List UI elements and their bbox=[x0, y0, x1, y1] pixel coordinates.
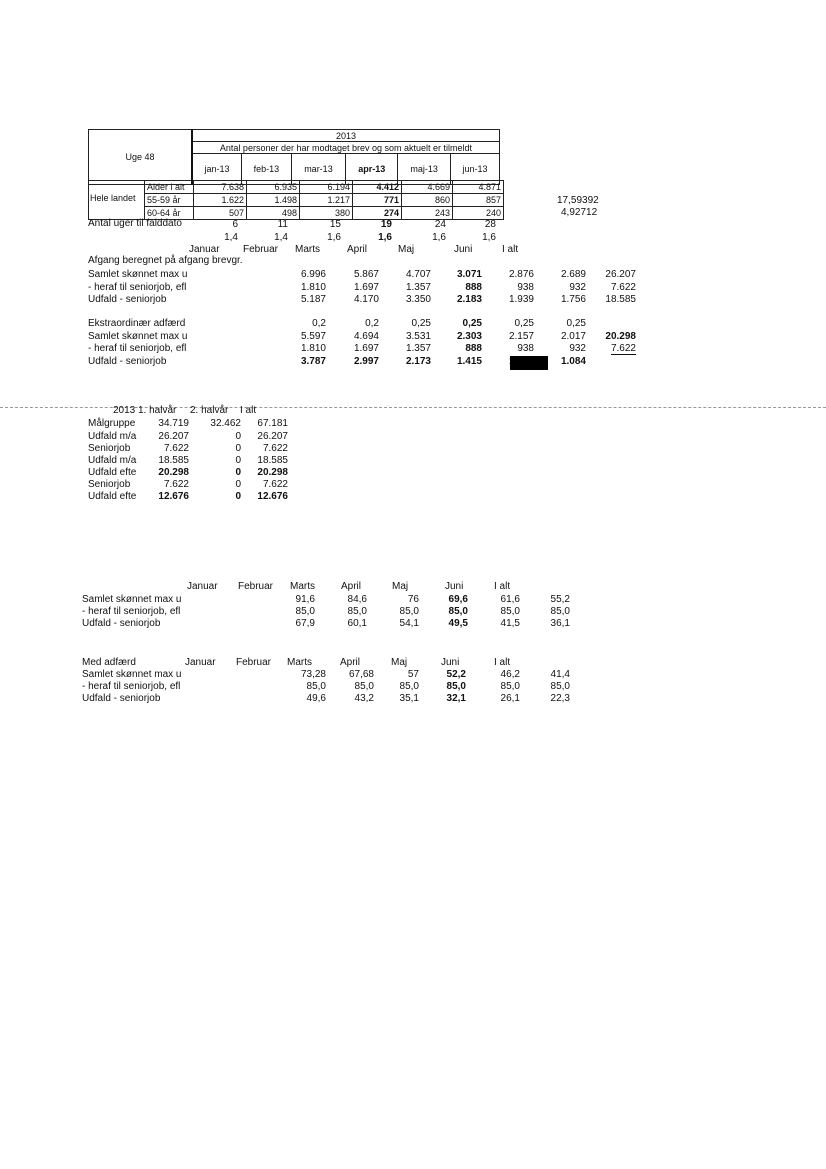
value-cell: 4.707 bbox=[405, 269, 431, 280]
value-cell: 1.415 bbox=[456, 356, 482, 367]
table-cell: 7.638 bbox=[194, 181, 247, 194]
value-cell: 3.531 bbox=[405, 331, 431, 342]
value-cell: 7.622 bbox=[262, 479, 288, 490]
pct2-title: Med adfærd bbox=[82, 657, 136, 668]
row-label: Udfald efte bbox=[88, 467, 137, 478]
half-year-row bbox=[88, 455, 298, 467]
table-cell: 243 bbox=[402, 207, 453, 220]
value-cell: 5.187 bbox=[300, 294, 326, 305]
value-cell: 85,0 bbox=[550, 681, 570, 692]
half-year-row bbox=[88, 479, 298, 491]
row-label: Udfald m/a bbox=[88, 431, 137, 442]
value-cell: 2.876 bbox=[508, 269, 534, 280]
month-header: apr-13 bbox=[346, 154, 398, 185]
pct1-row bbox=[82, 594, 570, 606]
value-cell: 1.697 bbox=[353, 343, 379, 354]
value-cell: 2.017 bbox=[560, 331, 586, 342]
value-cell: 3.071 bbox=[456, 269, 482, 280]
value-cell: 34.719 bbox=[158, 418, 189, 429]
table-cell: 380 bbox=[300, 207, 353, 220]
col-header: April bbox=[347, 244, 368, 255]
month-header: jun-13 bbox=[451, 154, 500, 185]
section1-row bbox=[88, 294, 636, 306]
col-header: Maj bbox=[391, 657, 408, 668]
col-header: 2013 bbox=[113, 405, 136, 416]
table-cell: 4.871 bbox=[453, 181, 504, 194]
value-cell: 73,28 bbox=[300, 669, 326, 680]
value-cell: 26.207 bbox=[158, 431, 189, 442]
value-cell: 85,0 bbox=[295, 606, 315, 617]
value-cell: 6.996 bbox=[300, 269, 326, 280]
pct1-row bbox=[82, 606, 570, 618]
value-cell: 7.622 bbox=[163, 443, 189, 454]
half-year-row bbox=[88, 418, 298, 430]
section2-row bbox=[88, 343, 636, 355]
group-label: Hele landet bbox=[90, 193, 136, 203]
value-cell: 22,3 bbox=[550, 693, 570, 704]
row-label: 55-59 år bbox=[145, 194, 194, 207]
weeks-value: 11 bbox=[277, 219, 288, 230]
table-cell: 860 bbox=[402, 194, 453, 207]
value-cell: 7.622 bbox=[163, 479, 189, 490]
row-label: Udfald efte bbox=[88, 491, 137, 502]
value-cell: 41,5 bbox=[500, 618, 520, 629]
col-header: I alt bbox=[494, 657, 511, 668]
row-label: Udfald m/a bbox=[88, 455, 137, 466]
week-label: Uge 48 bbox=[89, 130, 193, 185]
row-label: Udfald - seniorjob bbox=[82, 693, 161, 704]
table-cell: 6.935 bbox=[247, 181, 300, 194]
table-cell: 274 bbox=[353, 207, 402, 220]
table-cell: 507 bbox=[194, 207, 247, 220]
weeks-value: 19 bbox=[380, 219, 392, 230]
redaction-block bbox=[510, 356, 548, 370]
row-label: Samlet skønnet max u bbox=[82, 669, 182, 680]
value-cell: 0,2 bbox=[365, 318, 379, 329]
ratio-values bbox=[0, 232, 826, 244]
col-header: Januar bbox=[185, 657, 216, 668]
row-label: Udfald - seniorjob bbox=[88, 294, 167, 305]
top-table-rows bbox=[144, 180, 504, 220]
value-cell: 0,25 bbox=[411, 318, 431, 329]
pct1-headers bbox=[0, 581, 826, 593]
value-cell: 0 bbox=[235, 491, 241, 502]
month-header: feb-13 bbox=[242, 154, 292, 185]
weeks-value: 24 bbox=[434, 219, 446, 230]
value-cell: 85,0 bbox=[500, 681, 520, 692]
value-cell: 1.810 bbox=[300, 343, 326, 354]
value-cell: 76 bbox=[407, 594, 419, 605]
value-cell: 0,25 bbox=[514, 318, 534, 329]
value-cell: 32.462 bbox=[210, 418, 241, 429]
value-cell: 60,1 bbox=[347, 618, 367, 629]
value-cell: 1.810 bbox=[300, 282, 326, 293]
value-cell: 20.298 bbox=[158, 467, 189, 478]
value-cell: 1.084 bbox=[560, 356, 586, 367]
value-cell: 7.622 bbox=[262, 443, 288, 454]
table-cell: 240 bbox=[453, 207, 504, 220]
half-year-headers bbox=[0, 405, 826, 417]
value-cell: 32,1 bbox=[446, 693, 466, 704]
value-cell: 26.207 bbox=[605, 269, 636, 280]
value-cell: 1.357 bbox=[405, 282, 431, 293]
ratio-value: 1,6 bbox=[327, 232, 341, 243]
value-cell: 2.157 bbox=[508, 331, 534, 342]
col-header: Juni bbox=[445, 581, 464, 592]
value-cell: 49,5 bbox=[448, 618, 468, 629]
value-cell: 1.939 bbox=[508, 294, 534, 305]
col-header: Februar bbox=[238, 581, 274, 592]
row-label: 60-64 år bbox=[145, 207, 194, 220]
value-cell: 18.585 bbox=[605, 294, 636, 305]
group-box bbox=[88, 180, 145, 220]
value-cell: 2.173 bbox=[405, 356, 431, 367]
col-header: Januar bbox=[187, 581, 218, 592]
half-year-row bbox=[88, 443, 298, 455]
value-cell: 91,6 bbox=[295, 594, 315, 605]
col-header: Februar bbox=[236, 657, 272, 668]
value-cell: 85,0 bbox=[500, 606, 520, 617]
section2-row bbox=[88, 331, 636, 343]
value-cell: 2.183 bbox=[456, 294, 482, 305]
table-cell: 4.669 bbox=[402, 181, 453, 194]
value-cell: 41,4 bbox=[550, 669, 570, 680]
pct2-row bbox=[82, 681, 570, 693]
row-label: Udfald - seniorjob bbox=[82, 618, 161, 629]
half-year-row bbox=[88, 491, 298, 503]
value-cell: 12.676 bbox=[158, 491, 189, 502]
side-value: 4,92712 bbox=[561, 207, 598, 218]
row-label: Seniorjob bbox=[88, 443, 131, 454]
value-cell: 7.622 bbox=[610, 343, 636, 354]
table-cell: 1.498 bbox=[247, 194, 300, 207]
table-cell: 1.217 bbox=[300, 194, 353, 207]
value-cell: 0 bbox=[235, 443, 241, 454]
value-cell: 35,1 bbox=[399, 693, 419, 704]
row-label: - heraf til seniorjob, efl bbox=[82, 606, 181, 617]
row-label: Alder i alt bbox=[145, 181, 194, 194]
col-header: I alt bbox=[494, 581, 511, 592]
row-label: Samlet skønnet max u bbox=[88, 269, 188, 280]
weeks-value: 6 bbox=[232, 219, 238, 230]
ratio-value: 1,4 bbox=[274, 232, 288, 243]
value-cell: 5.867 bbox=[353, 269, 379, 280]
value-cell: 18.585 bbox=[257, 455, 288, 466]
row-label: Målgruppe bbox=[88, 418, 136, 429]
year-header: 2013 bbox=[192, 130, 500, 142]
value-cell: 55,2 bbox=[550, 594, 570, 605]
value-cell: 0 bbox=[235, 467, 241, 478]
table-cell: 6.194 bbox=[300, 181, 353, 194]
value-cell: 0 bbox=[235, 455, 241, 466]
value-cell: 938 bbox=[517, 343, 534, 354]
pct2-headers bbox=[0, 657, 826, 669]
value-cell: 69,6 bbox=[448, 594, 468, 605]
value-cell: 0,25 bbox=[462, 318, 482, 329]
value-cell: 1.357 bbox=[405, 343, 431, 354]
col-header: Maj bbox=[398, 244, 415, 255]
section1-title: Afgang beregnet på afgang brevgr. bbox=[88, 255, 243, 266]
value-cell: 12.676 bbox=[257, 491, 288, 502]
pct2-row bbox=[82, 693, 570, 705]
col-header: 2. halvår bbox=[190, 405, 229, 416]
section2-row bbox=[88, 356, 586, 368]
col-header: Marts bbox=[290, 581, 315, 592]
value-cell: 0,25 bbox=[566, 318, 586, 329]
value-cell: 26.207 bbox=[257, 431, 288, 442]
pct2-row bbox=[82, 669, 570, 681]
col-header: Marts bbox=[287, 657, 312, 668]
month-header: jan-13 bbox=[192, 154, 242, 185]
value-cell: 52,2 bbox=[446, 669, 466, 680]
half-year-row bbox=[88, 467, 298, 479]
value-cell: 84,6 bbox=[347, 594, 367, 605]
col-header: Marts bbox=[295, 244, 320, 255]
value-cell: 57 bbox=[407, 669, 419, 680]
value-cell: 1.756 bbox=[560, 294, 586, 305]
weeks-value: 28 bbox=[484, 219, 496, 230]
col-header: April bbox=[340, 657, 361, 668]
value-cell: 85,0 bbox=[550, 606, 570, 617]
side-value: 17,59392 bbox=[557, 195, 599, 206]
value-cell: 20.298 bbox=[257, 467, 288, 478]
value-cell: 85,0 bbox=[354, 681, 374, 692]
value-cell: 43,2 bbox=[354, 693, 374, 704]
value-cell: 85,0 bbox=[446, 681, 466, 692]
value-cell: 3.787 bbox=[300, 356, 326, 367]
value-cell: 18.585 bbox=[158, 455, 189, 466]
row-label: Udfald - seniorjob bbox=[88, 356, 167, 367]
col-header: April bbox=[341, 581, 362, 592]
value-cell: 36,1 bbox=[550, 618, 570, 629]
weeks-value: 15 bbox=[329, 219, 341, 230]
value-cell: 61,6 bbox=[500, 594, 520, 605]
col-header: Februar bbox=[243, 244, 279, 255]
weeks-label: Antal uger til falddato bbox=[88, 218, 182, 229]
row-label: Ekstraordinær adfærd bbox=[88, 318, 186, 329]
table-cell: 1.622 bbox=[194, 194, 247, 207]
value-cell: 932 bbox=[569, 282, 586, 293]
ratio-value: 1,6 bbox=[432, 232, 446, 243]
value-cell: 932 bbox=[569, 343, 586, 354]
value-cell: 85,0 bbox=[306, 681, 326, 692]
table-cell: 498 bbox=[247, 207, 300, 220]
value-cell: 4.170 bbox=[353, 294, 379, 305]
value-cell: 2.689 bbox=[560, 269, 586, 280]
row-label: - heraf til seniorjob, efl bbox=[88, 282, 187, 293]
value-cell: 2.997 bbox=[353, 356, 379, 367]
value-cell: 85,0 bbox=[448, 606, 468, 617]
row-label: - heraf til seniorjob, efl bbox=[82, 681, 181, 692]
value-cell: 26,1 bbox=[500, 693, 520, 704]
ratio-value: 1,6 bbox=[378, 232, 392, 243]
value-cell: 888 bbox=[465, 282, 482, 293]
top-table bbox=[88, 129, 500, 185]
col-header: Juni bbox=[441, 657, 460, 668]
row-label: Samlet skønnet max u bbox=[82, 594, 182, 605]
value-cell: 938 bbox=[517, 282, 534, 293]
col-header: Maj bbox=[392, 581, 409, 592]
ratio-value: 1,6 bbox=[482, 232, 496, 243]
value-cell: 49,6 bbox=[306, 693, 326, 704]
col-header: I alt bbox=[502, 244, 519, 255]
col-header: I alt bbox=[240, 405, 257, 416]
ratio-value: 1,4 bbox=[224, 232, 238, 243]
value-cell: 1.697 bbox=[353, 282, 379, 293]
value-cell: 67.181 bbox=[257, 418, 288, 429]
value-cell: 67,68 bbox=[348, 669, 374, 680]
month-header: mar-13 bbox=[291, 154, 345, 185]
half-year-row bbox=[88, 431, 298, 443]
row-label: Samlet skønnet max u bbox=[88, 331, 188, 342]
value-cell: 54,1 bbox=[399, 618, 419, 629]
row-label: - heraf til seniorjob, efl bbox=[88, 343, 187, 354]
col-header: Januar bbox=[189, 244, 220, 255]
pct1-row bbox=[82, 618, 570, 630]
value-cell: 0 bbox=[235, 479, 241, 490]
table-subtitle: Antal personer der har modtaget brev og som aktuelt er tilmeldt bbox=[192, 142, 500, 154]
value-cell: 0,2 bbox=[312, 318, 326, 329]
value-cell: 2.303 bbox=[456, 331, 482, 342]
col-header: Juni bbox=[454, 244, 473, 255]
value-cell: 7.622 bbox=[610, 282, 636, 293]
section2-row bbox=[88, 318, 586, 330]
col-header: 1. halvår bbox=[138, 405, 177, 416]
value-cell: 67,9 bbox=[295, 618, 315, 629]
value-cell: 3.350 bbox=[405, 294, 431, 305]
section1-row bbox=[88, 282, 636, 294]
value-cell: 85,0 bbox=[399, 606, 419, 617]
table-cell: 771 bbox=[353, 194, 402, 207]
value-cell: 46,2 bbox=[500, 669, 520, 680]
value-cell: 5.597 bbox=[300, 331, 326, 342]
row-label: Seniorjob bbox=[88, 479, 131, 490]
value-cell: 0 bbox=[235, 431, 241, 442]
section1-row bbox=[88, 269, 636, 281]
table-cell: 4.412 bbox=[353, 181, 402, 194]
value-cell: 85,0 bbox=[399, 681, 419, 692]
weeks-values bbox=[0, 219, 826, 231]
table-cell: 857 bbox=[453, 194, 504, 207]
value-cell: 4.694 bbox=[353, 331, 379, 342]
value-cell: 20.298 bbox=[605, 331, 636, 342]
value-cell: 888 bbox=[465, 343, 482, 354]
value-cell: 85,0 bbox=[347, 606, 367, 617]
month-header: maj-13 bbox=[398, 154, 451, 185]
